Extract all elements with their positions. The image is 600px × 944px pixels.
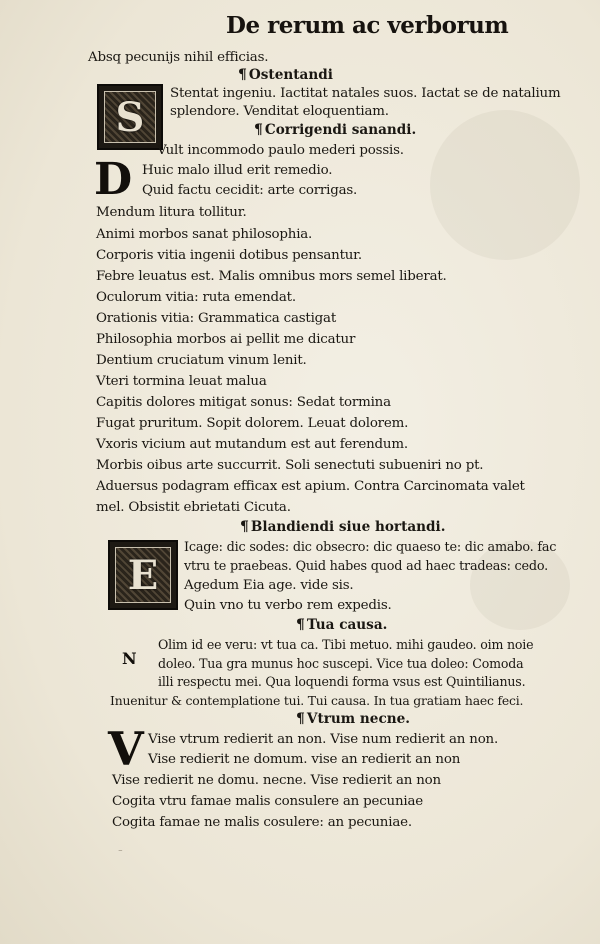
text-line: Dentium cruciatum vinum lenit. bbox=[96, 353, 307, 368]
text-line: Inuenitur & contemplatione tui. Tui causa. In tua gratiam haec feci. bbox=[110, 693, 524, 708]
text-line: Stentat ingeniu. Iactitat natales suos. Iactat se de natalium bbox=[170, 86, 561, 101]
drop-cap-d: D bbox=[94, 154, 133, 205]
text-line: Orationis vitia: Grammatica castigat bbox=[96, 311, 337, 326]
text-line: Icage: dic sodes: dic obsecro: dic quaeso te: dic amabo. fac bbox=[184, 540, 557, 555]
text-line: doleo. Tua gra munus hoc suscepi. Vice tua doleo: Comoda bbox=[158, 656, 524, 671]
text-line: Vxoris vicium aut mutandum est aut ferendum. bbox=[96, 437, 408, 452]
text-line: Vise redierit ne domum. vise an redierit an non bbox=[148, 752, 461, 767]
ornamental-initial-e: E bbox=[108, 540, 178, 610]
text-line: Agedum Eia age. vide sis. bbox=[184, 578, 354, 593]
ornamental-initial-s: S bbox=[97, 84, 163, 150]
text-line: Capitis dolores mitigat sonus: Sedat tormina bbox=[96, 395, 391, 410]
text-line: illi respectu mei. Qua loquendi forma vsus est Quintilianus. bbox=[158, 674, 526, 689]
text-line: Vult incommodo paulo mederi possis. bbox=[157, 143, 404, 158]
text-line: Morbis oibus arte succurrit. Soli senectuti subueniri no pt. bbox=[96, 458, 484, 473]
section-heading-blandiendi: ¶ Blandiendi siue hortandi. bbox=[240, 519, 446, 535]
section-heading-corrigendi: ¶ Corrigendi sanandi. bbox=[254, 122, 417, 138]
text-line: Fugat pruritum. Sopit dolorem. Leuat dolorem. bbox=[96, 416, 409, 431]
text-line: Cogita vtru famae malis consulere an pecuniae bbox=[112, 794, 423, 809]
pilcrow-icon: ¶ bbox=[296, 711, 305, 727]
running-header: De rerum ac verborum bbox=[226, 12, 509, 39]
margin-letter-n: N bbox=[122, 649, 137, 668]
text-line: Vise vtrum redierit an non. Vise num redierit an non. bbox=[148, 732, 499, 747]
text-line: Mendum litura tollitur. bbox=[96, 205, 247, 220]
pilcrow-icon: ¶ bbox=[254, 122, 263, 138]
show-through-initial bbox=[430, 110, 580, 260]
text-line: mel. Obsistit ebrietati Cicuta. bbox=[96, 500, 291, 515]
text-line: Febre leuatus est. Malis omnibus mors semel liberat. bbox=[96, 269, 447, 284]
drop-cap-v: V bbox=[108, 722, 144, 776]
text-line: Absq pecunijs nihil efficias. bbox=[88, 50, 269, 65]
pilcrow-icon: ¶ bbox=[296, 617, 305, 633]
text-line: Animi morbos sanat philosophia. bbox=[96, 227, 313, 242]
text-line: Olim id ee veru: vt tua ca. Tibi metuo. mihi gaudeo. oim noie bbox=[158, 637, 534, 652]
text-line: Quin vno tu verbo rem expedis. bbox=[184, 598, 392, 613]
page-speck: ⁻ bbox=[118, 848, 123, 858]
pilcrow-icon: ¶ bbox=[240, 519, 249, 535]
section-heading-vtrum-necne: ¶ Vtrum necne. bbox=[296, 711, 410, 727]
text-line: Vteri tormina leuat malua bbox=[96, 374, 267, 389]
text-line: Corporis vitia ingenii dotibus pensantur. bbox=[96, 248, 362, 263]
text-line: Cogita famae ne malis cosulere: an pecuniae. bbox=[112, 815, 412, 830]
text-line: Vise redierit ne domu. necne. Vise redierit an non bbox=[112, 773, 441, 788]
text-line: splendore. Venditat eloquentiam. bbox=[170, 104, 389, 119]
text-line: vtru te praebeas. Quid habes quod ad haec tradeas: cedo. bbox=[184, 559, 549, 574]
section-heading-tua-causa: ¶ Tua causa. bbox=[296, 617, 388, 633]
text-line: Aduersus podagram efficax est apium. Contra Carcinomata valet bbox=[96, 479, 525, 494]
text-line: Oculorum vitia: ruta emendat. bbox=[96, 290, 296, 305]
text-line: Huic malo illud erit remedio. bbox=[142, 163, 333, 178]
text-line: Quid factu cecidit: arte corrigas. bbox=[142, 183, 358, 198]
pilcrow-icon: ¶ bbox=[238, 67, 247, 83]
section-heading-ostentandi: ¶ Ostentandi bbox=[238, 67, 333, 83]
text-line: Philosophia morbos ai pellit me dicatur bbox=[96, 332, 356, 347]
